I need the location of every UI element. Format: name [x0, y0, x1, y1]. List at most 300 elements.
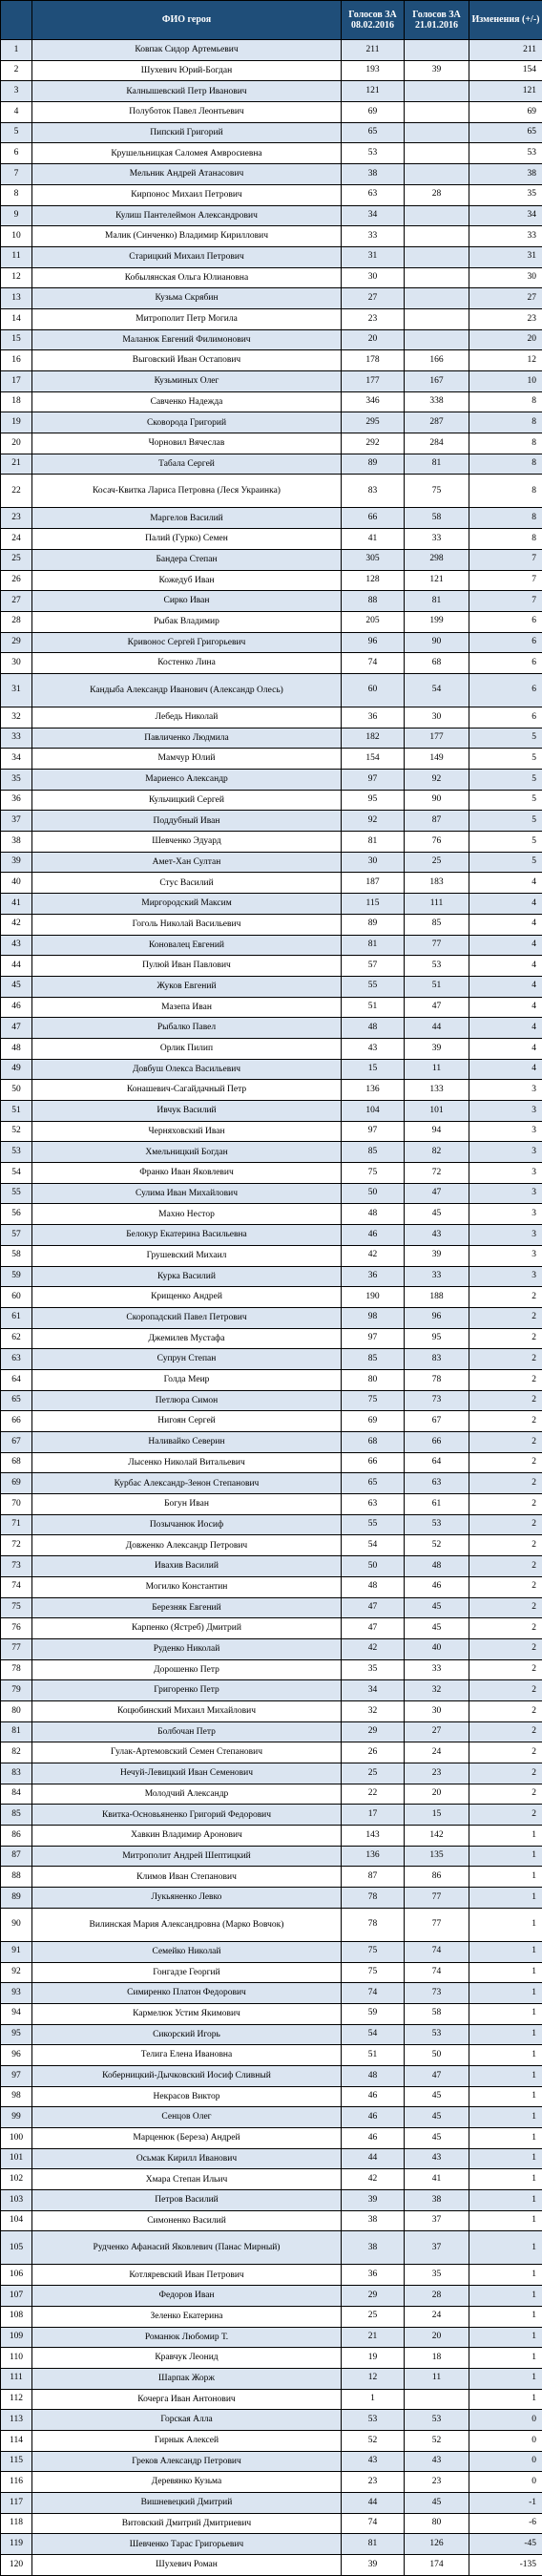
row-index: 110	[1, 2348, 32, 2369]
votes-08-02-2016: 85	[342, 1142, 405, 1163]
votes-21-01-2016: 73	[405, 1983, 469, 2004]
row-index: 49	[1, 1059, 32, 1080]
row-index: 63	[1, 1349, 32, 1370]
votes-08-02-2016: 23	[342, 308, 405, 329]
hero-name: Нигоян Сергей	[32, 1411, 342, 1432]
table-row	[1, 997, 542, 1018]
votes-21-01-2016: 45	[405, 1618, 469, 1639]
hero-name: Палий (Гурко) Семен	[32, 529, 342, 550]
vote-change: 53	[469, 143, 542, 164]
table-row	[1, 1941, 542, 1962]
table-header	[1, 1, 542, 40]
table-row	[1, 549, 542, 570]
hero-name: Маланюк Евгений Филимонович	[32, 329, 342, 350]
votes-21-01-2016: 61	[405, 1494, 469, 1515]
votes-08-02-2016: 38	[342, 2210, 405, 2231]
hero-name: Пипский Григорий	[32, 122, 342, 143]
votes-21-01-2016	[405, 288, 469, 309]
row-index: 45	[1, 976, 32, 997]
table-body	[1, 40, 542, 2576]
row-index: 105	[1, 2231, 32, 2265]
table-row	[1, 308, 542, 329]
table-row	[1, 1142, 542, 1163]
votes-21-01-2016: 41	[405, 2169, 469, 2190]
row-index: 40	[1, 873, 32, 894]
row-index: 114	[1, 2430, 32, 2451]
votes-21-01-2016: 83	[405, 1349, 469, 1370]
votes-08-02-2016: 44	[342, 2493, 405, 2514]
votes-08-02-2016: 36	[342, 2265, 405, 2286]
row-index: 34	[1, 749, 32, 770]
hero-name: Гулак-Артемовский Семен Степанович	[32, 1742, 342, 1763]
hero-name: Савченко Надежда	[32, 391, 342, 412]
row-index: 27	[1, 591, 32, 612]
row-index: 106	[1, 2265, 32, 2286]
votes-08-02-2016: 52	[342, 2430, 405, 2451]
row-index: 53	[1, 1142, 32, 1163]
vote-change: 0	[469, 2451, 542, 2472]
row-index: 23	[1, 508, 32, 529]
votes-21-01-2016: 35	[405, 2265, 469, 2286]
votes-21-01-2016: 74	[405, 1962, 469, 1983]
table-row	[1, 1245, 542, 1266]
votes-21-01-2016: 45	[405, 2086, 469, 2107]
row-index: 8	[1, 184, 32, 205]
votes-08-02-2016: 42	[342, 2169, 405, 2190]
table-row	[1, 2430, 542, 2451]
votes-21-01-2016: 53	[405, 2410, 469, 2431]
vote-change: 4	[469, 873, 542, 894]
votes-21-01-2016: 63	[405, 1473, 469, 1494]
row-index: 32	[1, 707, 32, 728]
votes-21-01-2016: 50	[405, 2045, 469, 2066]
vote-change: 7	[469, 591, 542, 612]
row-index: 18	[1, 391, 32, 412]
votes-21-01-2016: 135	[405, 1846, 469, 1867]
hero-name: Франко Иван Яковлевич	[32, 1163, 342, 1184]
row-index: 103	[1, 2190, 32, 2211]
votes-08-02-2016: 57	[342, 956, 405, 977]
row-index: 37	[1, 811, 32, 832]
table-row	[1, 2368, 542, 2389]
votes-08-02-2016: 35	[342, 1659, 405, 1680]
vote-change: 8	[469, 433, 542, 454]
vote-change: 3	[469, 1121, 542, 1142]
hero-name: Старицкий Михаил Петрович	[32, 246, 342, 267]
row-index: 65	[1, 1390, 32, 1411]
vote-change: 8	[469, 391, 542, 412]
votes-21-01-2016: 95	[405, 1328, 469, 1349]
votes-08-02-2016: 83	[342, 475, 405, 508]
vote-change: 121	[469, 81, 542, 102]
votes-08-02-2016: 36	[342, 1266, 405, 1287]
vote-change: 1	[469, 2086, 542, 2107]
votes-21-01-2016: 77	[405, 1888, 469, 1909]
hero-name: Хавкин Владимир Аронович	[32, 1826, 342, 1847]
votes-08-02-2016: 89	[342, 914, 405, 935]
hero-name: Лебедь Николай	[32, 707, 342, 728]
vote-change: 1	[469, 2265, 542, 2286]
row-index: 25	[1, 549, 32, 570]
table-row	[1, 914, 542, 935]
hero-name: Выговский Иван Остапович	[32, 350, 342, 371]
votes-08-02-2016: 46	[342, 2128, 405, 2149]
table-row	[1, 371, 542, 392]
row-index: 97	[1, 2065, 32, 2086]
hero-name: Телига Елена Ивановна	[32, 2045, 342, 2066]
votes-21-01-2016: 37	[405, 2231, 469, 2265]
votes-21-01-2016	[405, 205, 469, 226]
votes-21-01-2016: 166	[405, 350, 469, 371]
hero-name: Полуботок Павел Леонтьевич	[32, 102, 342, 123]
votes-21-01-2016	[405, 329, 469, 350]
table-row	[1, 2065, 542, 2086]
votes-21-01-2016: 30	[405, 707, 469, 728]
votes-08-02-2016: 25	[342, 2306, 405, 2327]
hero-name: Коновалец Евгений	[32, 935, 342, 956]
vote-change: 3	[469, 1163, 542, 1184]
hero-name: Романюк Любомир Т.	[32, 2327, 342, 2348]
votes-21-01-2016: 33	[405, 1266, 469, 1287]
vote-change: 1	[469, 1826, 542, 1847]
hero-name: Шухевич Юрий-Богдан	[32, 60, 342, 81]
table-row	[1, 976, 542, 997]
row-index: 68	[1, 1452, 32, 1473]
table-row	[1, 1556, 542, 1577]
hero-name: Сулима Иван Михайлович	[32, 1183, 342, 1204]
row-index: 3	[1, 81, 32, 102]
vote-change: 10	[469, 371, 542, 392]
row-index: 2	[1, 60, 32, 81]
row-index: 94	[1, 2003, 32, 2024]
vote-change: 1	[469, 2169, 542, 2190]
header-name: ФИО героя	[32, 1, 342, 40]
table-row	[1, 1452, 542, 1473]
table-row	[1, 1349, 542, 1370]
table-row	[1, 1514, 542, 1535]
votes-21-01-2016: 86	[405, 1867, 469, 1888]
votes-08-02-2016: 53	[342, 2410, 405, 2431]
table-row	[1, 632, 542, 653]
hero-name: Ивчук Василий	[32, 1101, 342, 1122]
vote-change: 1	[469, 2368, 542, 2389]
row-index: 84	[1, 1784, 32, 1805]
row-index: 60	[1, 1287, 32, 1308]
vote-change: 3	[469, 1080, 542, 1101]
votes-21-01-2016: 47	[405, 997, 469, 1018]
row-index: 35	[1, 770, 32, 791]
hero-name: Курка Василий	[32, 1266, 342, 1287]
table-row	[1, 102, 542, 123]
votes-21-01-2016: 39	[405, 60, 469, 81]
vote-change: 3	[469, 1266, 542, 1287]
vote-change: 2	[469, 1742, 542, 1763]
votes-21-01-2016: 287	[405, 412, 469, 433]
row-index: 95	[1, 2024, 32, 2045]
table-row	[1, 2148, 542, 2169]
votes-08-02-2016: 178	[342, 350, 405, 371]
vote-change: 34	[469, 205, 542, 226]
votes-21-01-2016: 177	[405, 728, 469, 749]
row-index: 28	[1, 611, 32, 632]
vote-change: 2	[469, 1432, 542, 1453]
hero-name: Витовский Дмитрий Дмитриевич	[32, 2513, 342, 2534]
votes-21-01-2016: 67	[405, 1411, 469, 1432]
votes-08-02-2016: 46	[342, 1225, 405, 1246]
vote-change: 2	[469, 1307, 542, 1328]
hero-name: Некрасов Виктор	[32, 2086, 342, 2107]
votes-08-02-2016: 34	[342, 1680, 405, 1701]
vote-change: 8	[469, 475, 542, 508]
votes-08-02-2016: 48	[342, 1204, 405, 1225]
table-row	[1, 894, 542, 915]
table-row	[1, 956, 542, 977]
votes-08-02-2016: 87	[342, 1867, 405, 1888]
table-row	[1, 1867, 542, 1888]
vote-change: 2	[469, 1390, 542, 1411]
table-row	[1, 2231, 542, 2265]
votes-21-01-2016: 39	[405, 1245, 469, 1266]
votes-21-01-2016: 11	[405, 1059, 469, 1080]
votes-21-01-2016: 43	[405, 2148, 469, 2169]
header-votes-21-01-2016: Голосов ЗА 21.01.2016	[405, 1, 469, 40]
vote-change: 4	[469, 956, 542, 977]
vote-change: 2	[469, 1763, 542, 1784]
vote-change: 1	[469, 2348, 542, 2369]
table-row	[1, 1983, 542, 2004]
row-index: 99	[1, 2107, 32, 2128]
hero-name: Нечуй-Левицкий Иван Семенович	[32, 1763, 342, 1784]
table-row	[1, 1328, 542, 1349]
table-row	[1, 267, 542, 288]
votes-08-02-2016: 74	[342, 1983, 405, 2004]
table-row	[1, 1888, 542, 1909]
votes-08-02-2016: 19	[342, 2348, 405, 2369]
votes-08-02-2016: 128	[342, 570, 405, 591]
table-row	[1, 1597, 542, 1618]
votes-08-02-2016: 43	[342, 2451, 405, 2472]
table-row	[1, 832, 542, 853]
table-row	[1, 2003, 542, 2024]
votes-08-02-2016: 12	[342, 2368, 405, 2389]
table-row	[1, 2045, 542, 2066]
vote-change: 1	[469, 2148, 542, 2169]
row-index: 20	[1, 433, 32, 454]
row-index: 66	[1, 1411, 32, 1432]
hero-name: Амет-Хан Султан	[32, 852, 342, 873]
vote-change: 1	[469, 1983, 542, 2004]
table-row	[1, 1307, 542, 1328]
votes-21-01-2016: 27	[405, 1721, 469, 1742]
vote-change: 65	[469, 122, 542, 143]
vote-change: 2	[469, 1494, 542, 1515]
votes-21-01-2016: 46	[405, 1576, 469, 1597]
votes-08-02-2016: 53	[342, 143, 405, 164]
table-row	[1, 1287, 542, 1308]
table-row	[1, 1163, 542, 1184]
vote-change: 20	[469, 329, 542, 350]
votes-08-02-2016: 31	[342, 246, 405, 267]
votes-08-02-2016: 63	[342, 184, 405, 205]
row-index: 41	[1, 894, 32, 915]
row-index: 111	[1, 2368, 32, 2389]
hero-name: Наливайко Северин	[32, 1432, 342, 1453]
votes-21-01-2016: 32	[405, 1680, 469, 1701]
table-row	[1, 2086, 542, 2107]
votes-21-01-2016: 94	[405, 1121, 469, 1142]
votes-08-02-2016: 59	[342, 2003, 405, 2024]
row-index: 7	[1, 164, 32, 185]
votes-08-02-2016: 51	[342, 2045, 405, 2066]
votes-08-02-2016: 46	[342, 2107, 405, 2128]
hero-name: Греков Александр Петрович	[32, 2451, 342, 2472]
vote-change: 1	[469, 2190, 542, 2211]
hero-name: Болбочан Петр	[32, 1721, 342, 1742]
table-row	[1, 2286, 542, 2307]
row-index: 48	[1, 1038, 32, 1059]
hero-name: Богун Иван	[32, 1494, 342, 1515]
votes-21-01-2016: 45	[405, 2107, 469, 2128]
vote-change: 0	[469, 2472, 542, 2493]
votes-08-02-2016: 346	[342, 391, 405, 412]
vote-change: 38	[469, 164, 542, 185]
hero-name: Дорошенко Петр	[32, 1659, 342, 1680]
votes-21-01-2016	[405, 81, 469, 102]
vote-change: 5	[469, 790, 542, 811]
hero-name: Голда Меир	[32, 1369, 342, 1390]
votes-08-02-2016: 81	[342, 832, 405, 853]
table-row	[1, 570, 542, 591]
table-row	[1, 935, 542, 956]
hero-name: Семейко Николай	[32, 1941, 342, 1962]
row-index: 10	[1, 226, 32, 247]
hero-name: Осьмак Кирилл Иванович	[32, 2148, 342, 2169]
votes-08-02-2016: 96	[342, 632, 405, 653]
header-index	[1, 1, 32, 40]
votes-21-01-2016: 188	[405, 1287, 469, 1308]
vote-change: 2	[469, 1369, 542, 1390]
votes-21-01-2016	[405, 40, 469, 61]
row-index: 112	[1, 2389, 32, 2410]
row-index: 72	[1, 1535, 32, 1556]
votes-08-02-2016: 95	[342, 790, 405, 811]
table-row	[1, 1742, 542, 1763]
votes-08-02-2016: 21	[342, 2327, 405, 2348]
votes-08-02-2016: 51	[342, 997, 405, 1018]
votes-21-01-2016: 75	[405, 475, 469, 508]
votes-21-01-2016: 199	[405, 611, 469, 632]
row-index: 71	[1, 1514, 32, 1535]
hero-name: Поддубный Иван	[32, 811, 342, 832]
table-row	[1, 1846, 542, 1867]
vote-change: 2	[469, 1556, 542, 1577]
votes-08-02-2016: 26	[342, 1742, 405, 1763]
votes-21-01-2016: 78	[405, 1369, 469, 1390]
row-index: 52	[1, 1121, 32, 1142]
votes-08-02-2016: 74	[342, 653, 405, 674]
row-index: 117	[1, 2493, 32, 2514]
hero-name: Косач-Квитка Лариса Петровна (Леся Украинка)	[32, 475, 342, 508]
row-index: 12	[1, 267, 32, 288]
hero-name: Конашевич-Сагайдачный Петр	[32, 1080, 342, 1101]
row-index: 64	[1, 1369, 32, 1390]
row-index: 33	[1, 728, 32, 749]
table-row	[1, 673, 542, 707]
votes-08-02-2016: 74	[342, 2513, 405, 2534]
vote-change: 4	[469, 894, 542, 915]
hero-name: Коцюбинский Михаил Михайлович	[32, 1700, 342, 1721]
hero-name: Табала Сергей	[32, 454, 342, 475]
table-row	[1, 1576, 542, 1597]
votes-21-01-2016: 48	[405, 1556, 469, 1577]
table-row	[1, 1183, 542, 1204]
vote-change: 4	[469, 914, 542, 935]
vote-change: 211	[469, 40, 542, 61]
hero-name: Рудченко Афанасий Яковлевич (Панас Мирный)	[32, 2231, 342, 2265]
table-row	[1, 2265, 542, 2286]
votes-21-01-2016	[405, 143, 469, 164]
votes-08-02-2016: 69	[342, 1411, 405, 1432]
votes-08-02-2016: 63	[342, 1494, 405, 1515]
votes-21-01-2016: 45	[405, 1204, 469, 1225]
row-index: 69	[1, 1473, 32, 1494]
table-row	[1, 2128, 542, 2149]
row-index: 74	[1, 1576, 32, 1597]
vote-change: -1	[469, 2493, 542, 2514]
row-index: 15	[1, 329, 32, 350]
hero-name: Симиренко Платон Федорович	[32, 1983, 342, 2004]
table-row	[1, 1059, 542, 1080]
row-index: 43	[1, 935, 32, 956]
votes-21-01-2016: 81	[405, 454, 469, 475]
table-row	[1, 1225, 542, 1246]
hero-name: Сковорода Григорий	[32, 412, 342, 433]
vote-change: -6	[469, 2513, 542, 2534]
votes-21-01-2016	[405, 226, 469, 247]
vote-change: 2	[469, 1576, 542, 1597]
hero-name: Чорновил Вячеслав	[32, 433, 342, 454]
header-row	[1, 1, 542, 40]
vote-change: 6	[469, 653, 542, 674]
votes-21-01-2016: 40	[405, 1638, 469, 1659]
row-index: 76	[1, 1618, 32, 1639]
votes-08-02-2016: 50	[342, 1556, 405, 1577]
row-index: 55	[1, 1183, 32, 1204]
vote-change: 7	[469, 570, 542, 591]
votes-21-01-2016: 53	[405, 1514, 469, 1535]
votes-21-01-2016: 23	[405, 1763, 469, 1784]
table-row	[1, 226, 542, 247]
hero-name: Симоненко Василий	[32, 2210, 342, 2231]
votes-08-02-2016: 43	[342, 1038, 405, 1059]
table-row	[1, 2210, 542, 2231]
votes-21-01-2016: 76	[405, 832, 469, 853]
row-index: 13	[1, 288, 32, 309]
votes-08-02-2016: 88	[342, 591, 405, 612]
hero-name: Кармелюк Устим Якимович	[32, 2003, 342, 2024]
table-row	[1, 1473, 542, 1494]
votes-08-02-2016: 55	[342, 1514, 405, 1535]
votes-21-01-2016: 77	[405, 935, 469, 956]
votes-21-01-2016: 53	[405, 2024, 469, 2045]
hero-name: Шевченко Эдуард	[32, 832, 342, 853]
vote-change: 3	[469, 1101, 542, 1122]
vote-change: 2	[469, 1805, 542, 1826]
vote-change: 4	[469, 1018, 542, 1039]
row-index: 91	[1, 1941, 32, 1962]
vote-change: 2	[469, 1452, 542, 1473]
votes-21-01-2016: 64	[405, 1452, 469, 1473]
